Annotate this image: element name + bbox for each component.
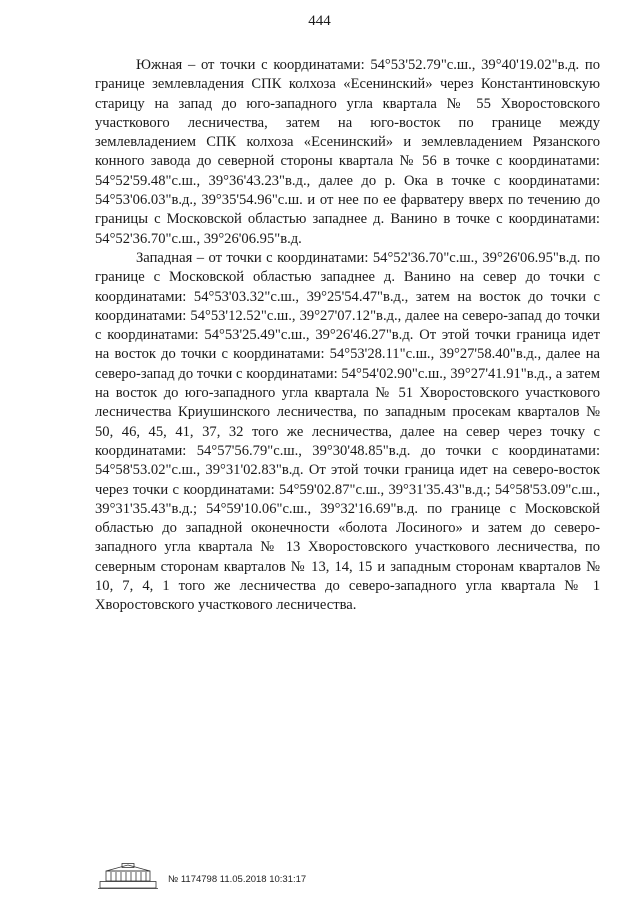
building-logo-icon xyxy=(96,863,160,889)
paragraph-west-boundary: Западная – от точки с координатами: 54°52'36.70"с.ш., 39°26'06.95"в.д. по границе с Московской областью западнее д. Ванино на север до точки с координатами: 54°53'03.32"с.ш., 39°25'54.47"в.д., затем на восток до точки с координатами: 54°53'12.52"с.ш., 39°27'07.12"в.д., далее на северо-запад до точки с координатами: 54°53'25.49"с.ш., 39°26'46.27"в.д. От этой точки граница идет на восток до точки с координатами: 54°53'28.11"с.ш., 39°27'58.40"в.д., далее на северо-запад до точки с координатами: 54°54'02.90"с.ш., 39°27'41.91"в.д., а затем на восток до юго-западного угла квартала № 51 Хворостовского участкового лесничества Криушинского лесничества, по западным просекам кварталов № 50, 46, 45, 41, 37, 32 того же лесничества, далее на север через точку с координатами: 54°57'56.79"с.ш., 39°30'48.85"в.д. до точки с координатами: 54°58'53.02"с.ш., 39°31'02.83"в.д. От этой точки граница идет на северо-восток через точки с координатами: 54°59'02.87"с.ш., 39°31'35.43"в.д.; 54°58'53.09"с.ш., 39°31'35.43"в.д.; 54°59'10.06"с.ш., 39°32'16.69"в.д. по границе с Московской областью до западной оконечности «болота Лосиного» и затем до северо-западного угла квартала № 13 Хворостовского участкового лесничества, по северным сторонам кварталов № 13, 14, 15 и западным сторонам кварталов № 10, 7, 4, 1 того же лесничества до северо-западного угла квартала № 1 Хворостовского участкового лесничества. xyxy=(95,249,600,614)
registration-number: № 1174798 11.05.2018 10:31:17 xyxy=(168,874,307,885)
document-body xyxy=(95,56,600,616)
page-number: 444 xyxy=(308,13,331,29)
paragraph-south-boundary: Южная – от точки с координатами: 54°53'52.79"с.ш., 39°40'19.02"в.д. по границе землевладения СПК колхоза «Есенинский» через Константиновскую старицу на запад до юго-западного угла квартала № 55 Хворостовского участкового лесничества, затем на юго-восток по границе между землевладением СПК колхоза «Есенинский» и землевладением Рязанского конного завода до северной стороны квартала № 56 в точке с координатами: 54°52'59.48"с.ш., 39°36'43.23"в.д., далее до р. Ока в точке с координатами: 54°53'06.03"в.д., 39°35'54.96"с.ш. и от нее по ее фарватеру вверх по течению до границы с Московской областью западнее д. Ванино в точке с координатами: 54°52'36.70"с.ш., 39°26'06.95"в.д. xyxy=(95,57,600,247)
document-footer xyxy=(96,863,306,889)
